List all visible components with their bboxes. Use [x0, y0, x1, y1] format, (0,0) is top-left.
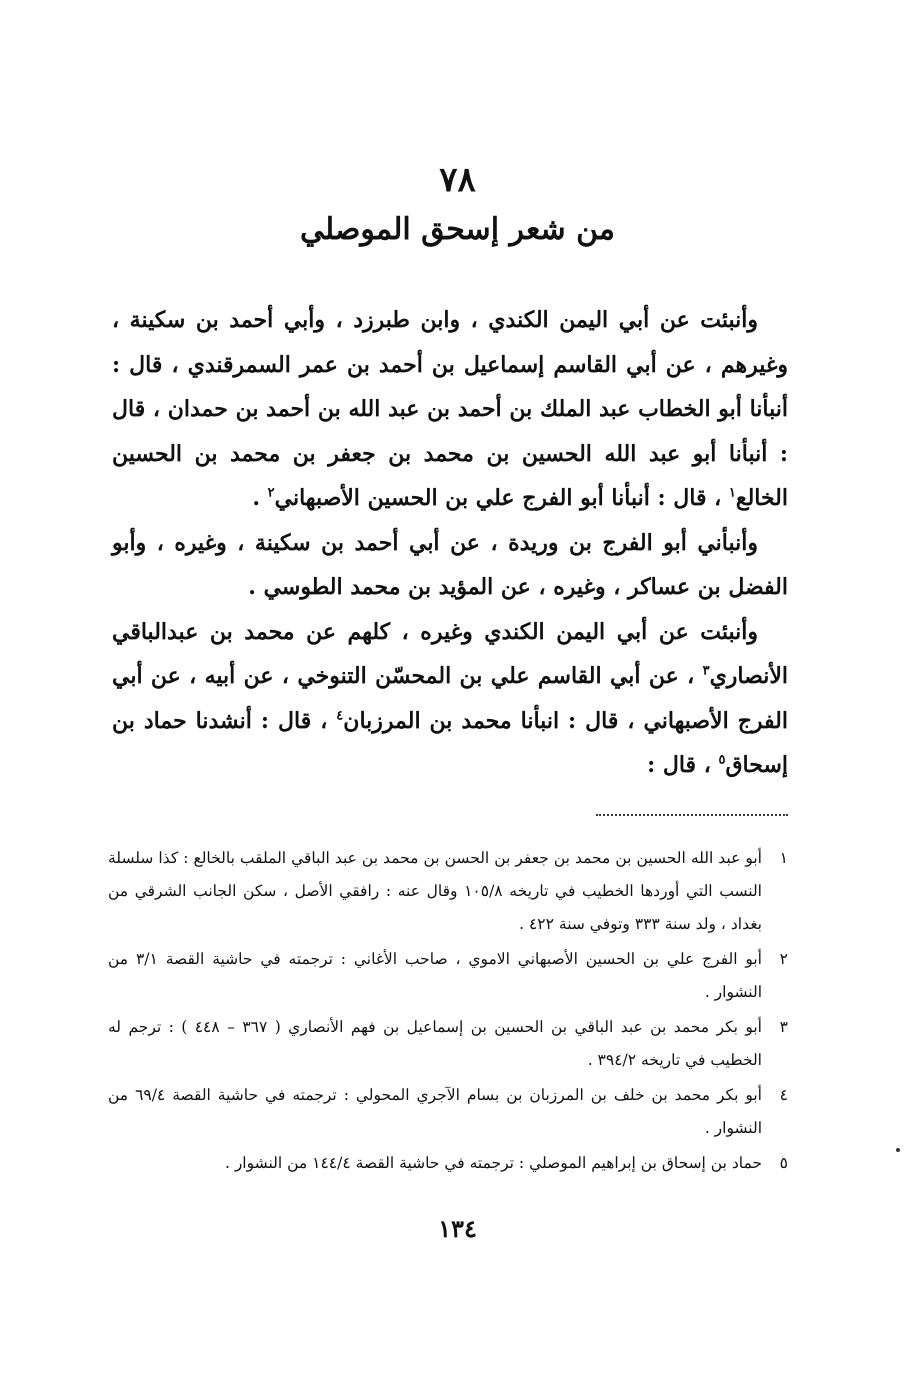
footnote-number: ٣ — [779, 1018, 788, 1036]
text-segment: ، عن أبي القاسم علي بن المحسّن التنوخي ، عن أبيه ، عن أبي الفرج الأصبهاني ، قال : انبأنا محمد بن المرزبان — [112, 663, 788, 734]
chapter-number-text: ٧٨ — [439, 160, 476, 200]
text-segment: ، قال : أنبأنا أبو الفرج علي بن الحسين الأصبهاني — [274, 485, 729, 511]
footnote-number: ٥ — [779, 1154, 788, 1172]
main-text — [112, 298, 788, 788]
footnote-ref-3[interactable]: ٣ — [702, 663, 710, 679]
chapter-number — [0, 160, 915, 200]
footnote-number: ٤ — [779, 1086, 788, 1104]
page-number: ١٣٤ — [438, 1214, 477, 1243]
footnote-4 — [108, 1079, 788, 1145]
footnote-text: أبو الفرج علي بن الحسين الأصبهاني الاموي ، صاحب الأغاني : ترجمته في حاشية القصة ٣/١ من النشوار . — [108, 950, 762, 1001]
footnote-ref-2[interactable]: ٢ — [267, 485, 275, 501]
footnote-text: أبو بكر محمد بن خلف بن المرزبان بن بسام الآجري المحولي : ترجمته في حاشية القصة ٦٩/٤ من النشوار . — [108, 1086, 762, 1137]
chapter-title: من شعر إسحق الموصلي — [300, 212, 615, 247]
footnote-number: ١ — [779, 849, 788, 867]
footnote-divider — [596, 814, 788, 816]
footnote-number: ٢ — [779, 950, 788, 968]
footnote-2 — [108, 943, 788, 1009]
footnote-ref-5[interactable]: ٥ — [718, 752, 726, 768]
text-segment: وأنبئت عن أبي اليمن الكندي ، وابن طبرزد ، وأبي أحمد بن سكينة ، وغيرهم ، عن أبي القاسم إسماعيل بن أحمد بن عمر السمرقندي ، قال : أنبأنا أبو الخطاب عبد الملك بن أحمد بن عبد الله بن أحمد بن حمدان ، قال : أنبأنا أبو عبد الله الحسين بن محمد بن جعفر بن محمد بن الحسين الخالع — [112, 307, 789, 511]
text-segment: وأنبأني أبو الفرج بن وريدة ، عن أبي أحمد بن سكينة ، وغيره ، وأبو الفضل بن عساكر ، وغيره ، عن المؤيد بن محمد الطوسي . — [112, 529, 788, 600]
text-segment: . — [252, 485, 268, 511]
footnote-1 — [108, 842, 788, 941]
footnote-ref-1[interactable]: ١ — [728, 485, 736, 501]
text-segment: ، قال : أنشدنا حماد بن إسحاق — [112, 707, 788, 778]
scan-speck — [896, 1148, 900, 1152]
footnote-text: حماد بن إسحاق بن إبراهيم الموصلي : ترجمته في حاشية القصة ١٤٤/٤ من النشوار . — [224, 1154, 762, 1172]
footnote-text: أبو بكر محمد بن عبد الباقي بن الحسين بن إسماعيل بن فهم الأنصاري ( ٣٦٧ – ٤٤٨ ) : ترجم له الخطيب في تاريخه ٣٩٤/٢ . — [108, 1018, 762, 1069]
footnote-5 — [108, 1147, 788, 1180]
text-segment: ، قال : — [647, 752, 719, 778]
footnotes — [108, 842, 788, 1182]
footnote-ref-4[interactable]: ٤ — [336, 708, 344, 724]
text-segment: وأنبئت عن أبي اليمن الكندي وغيره ، كلهم عن محمد بن عبدالباقي الأنصاري — [112, 618, 788, 689]
paragraph-1 — [112, 298, 788, 521]
paragraph-3 — [112, 610, 788, 788]
paragraph-2 — [112, 521, 788, 610]
footnote-3 — [108, 1011, 788, 1077]
footnote-text: أبو عبد الله الحسين بن محمد بن جعفر بن الحسن بن محمد بن عبد الباقي الملقب بالخالع : كذا سلسلة النسب التي أوردها الخطيب في تاريخه ١٠٥/٨ وقال عنه : رافقي الأصل ، سكن الجانب الشرقي من بغداد ، ولد سنة ٣٣٣ وتوفي سنة ٤٢٢ . — [108, 849, 762, 933]
